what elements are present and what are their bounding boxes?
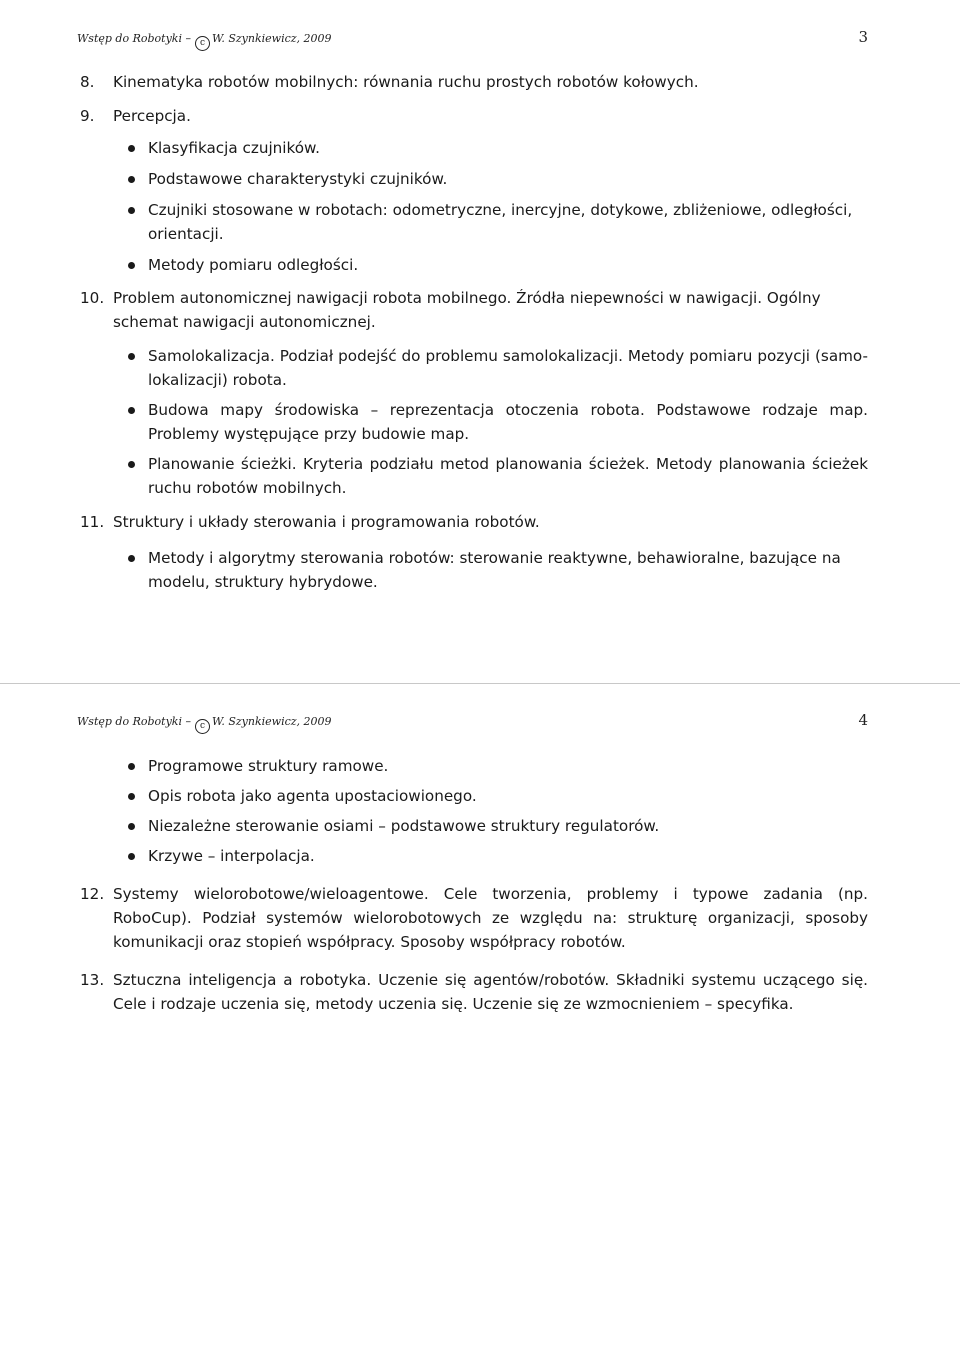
bullet-item (148, 198, 868, 246)
header-author: W. Szynkiewicz, 2009 (211, 715, 332, 728)
header-title: Wstęp do Robotyki – (77, 715, 191, 728)
item-text: Kinematyka robotów mobilnych: równania ruchu prostych robotów kołowych. (113, 73, 699, 91)
page-3 (0, 0, 960, 683)
bullet-item (148, 814, 868, 838)
bullet-text: Metody pomiaru odległości. (148, 256, 359, 274)
bullet-text: Niezależne sterowanie osiami – podstawowe struktury regulatorów. (148, 817, 660, 835)
list-item-12 (80, 882, 868, 954)
list-item-11 (80, 510, 868, 534)
copyright-icon: c (195, 36, 210, 51)
item-text: Sztuczna inteligencja a robotyka. Uczenie się agentów/robotów. Składniki systemu uczącego się. Cele i rodzaje uczenia się, metody uczenia się. Uczenie się ze wzmocnieniem – specyfika. (113, 971, 868, 1013)
bullet-icon (128, 353, 135, 360)
list-item-10 (80, 286, 868, 334)
copyright-icon: c (195, 719, 210, 734)
bullet-item (148, 844, 868, 868)
bullet-icon (128, 262, 135, 269)
bullet-text: Programowe struktury ramowe. (148, 757, 389, 775)
bullet-item (148, 546, 868, 594)
bullet-item (148, 452, 868, 500)
bullet-item (148, 167, 868, 191)
bullet-text: Klasyfikacja czujników. (148, 139, 320, 157)
item-number: 9. (80, 107, 95, 125)
bullet-icon (128, 823, 135, 830)
item-number: 8. (80, 73, 95, 91)
item-text: Struktury i układy sterowania i programowania robotów. (113, 513, 540, 531)
list-item-8 (80, 70, 868, 94)
bullet-text: Metody i algorytmy sterowania robotów: sterowanie reaktywne, behawioralne, bazujące na modelu, struktury hybrydowe. (148, 549, 841, 591)
bullet-item (148, 253, 868, 277)
item-number: 10. (80, 289, 105, 307)
bullet-text: Czujniki stosowane w robotach: odometryczne, inercyjne, dotykowe, zbliżeniowe, odległości, orientacji. (148, 201, 853, 243)
bullet-icon (128, 207, 135, 214)
list-item-13 (80, 968, 868, 1016)
bullet-text: Podstawowe charakterystyki czujników. (148, 170, 448, 188)
bullet-icon (128, 461, 135, 468)
bullet-text: Opis robota jako agenta upostaciowionego. (148, 787, 477, 805)
list-item-9 (80, 104, 868, 128)
item-number: 11. (80, 513, 105, 531)
bullet-icon (128, 853, 135, 860)
bullet-text: Planowanie ścieżki. Kryteria podziału metod planowania ścieżek. Metody planowania ścieżek ruchu robotów mobilnych. (148, 455, 868, 497)
item-text: Percepcja. (113, 107, 191, 125)
item-number: 12. (80, 885, 105, 903)
bullet-icon (128, 555, 135, 562)
bullet-text: Samolokalizacja. Podział podejść do problemu samolokalizacji. Metody pomiaru pozycji (samo-lokalizacji) robota. (148, 347, 868, 389)
page-content (0, 70, 960, 594)
bullet-icon (128, 793, 135, 800)
item-text: Problem autonomicznej nawigacji robota mobilnego. Źródła niepewności w nawigacji. Ogólny schemat nawigacji autonomicznej. (113, 289, 821, 331)
page-content (0, 754, 960, 1016)
item-number: 13. (80, 971, 105, 989)
bullet-icon (128, 145, 135, 152)
header-title: Wstęp do Robotyki – (77, 32, 191, 45)
page-4 (0, 686, 960, 1367)
page-divider (0, 683, 960, 684)
item-text: Systemy wielorobotowe/wieloagentowe. Cele tworzenia, problemy i typowe zadania (np. RoboCup). Podział systemów wielorobotowych ze względu na: strukturę organizacji, sposoby komunikacji oraz stopień współpracy. Sposoby współpracy robotów. (113, 885, 868, 951)
page-number: 4 (858, 711, 868, 729)
header-author: W. Szynkiewicz, 2009 (211, 32, 332, 45)
bullet-item (148, 754, 868, 778)
bullet-item (148, 136, 868, 160)
bullet-icon (128, 407, 135, 414)
bullet-item (148, 344, 868, 392)
bullet-text: Krzywe – interpolacja. (148, 847, 315, 865)
bullet-text: Budowa mapy środowiska – reprezentacja otoczenia robota. Podstawowe rodzaje map. Problemy występujące przy budowie map. (148, 401, 868, 443)
bullet-icon (128, 176, 135, 183)
page-number: 3 (858, 28, 868, 46)
bullet-item (148, 784, 868, 808)
bullet-item (148, 398, 868, 446)
bullet-icon (128, 763, 135, 770)
